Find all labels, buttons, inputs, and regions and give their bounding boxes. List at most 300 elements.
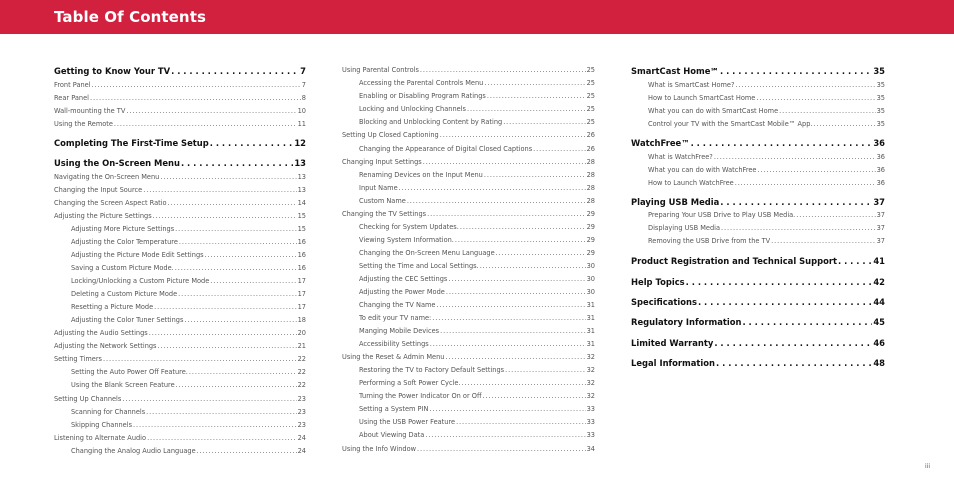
toc-entry-page: 30 bbox=[586, 262, 595, 270]
toc-entry-page: 41 bbox=[873, 256, 885, 266]
dot-leader bbox=[179, 237, 297, 247]
toc-entry-page: 18 bbox=[297, 316, 306, 324]
toc-entry-title: Product Registration and Technical Support bbox=[631, 256, 837, 266]
toc-entry[interactable] bbox=[54, 328, 306, 338]
toc-entry-page: 29 bbox=[586, 210, 595, 218]
toc-entry-title: Turning the Power Indicator On or Off bbox=[359, 392, 482, 400]
toc-entry[interactable] bbox=[342, 444, 595, 454]
toc-entry-title: How to Launch WatchFree bbox=[648, 179, 734, 187]
toc-entry-title: Adjusting the Picture Mode Edit Settings bbox=[71, 251, 204, 259]
toc-entry-title: Locking/Unlocking a Custom Picture Mode bbox=[71, 277, 210, 285]
dot-leader bbox=[448, 274, 585, 284]
toc-entry-title: Adjusting the Audio Settings bbox=[54, 329, 148, 337]
toc-entry[interactable] bbox=[54, 315, 306, 325]
dot-leader bbox=[487, 91, 586, 101]
toc-entry[interactable] bbox=[342, 378, 595, 388]
toc-entry-title: Setting a System PIN bbox=[359, 405, 429, 413]
toc-entry[interactable] bbox=[342, 326, 595, 336]
toc-entry-page: 7 bbox=[301, 81, 306, 89]
toc-entry-page: 35 bbox=[876, 120, 885, 128]
toc-entry-page: 13 bbox=[297, 186, 306, 194]
toc-entry[interactable] bbox=[342, 65, 595, 75]
dot-leader bbox=[484, 170, 586, 180]
toc-entry-page: 28 bbox=[586, 158, 595, 166]
toc-entry-title: Specifications bbox=[631, 297, 697, 307]
toc-entry-title: Setting Up Closed Captioning bbox=[342, 131, 439, 139]
toc-entry-title: Setting Timers bbox=[54, 355, 102, 363]
toc-entry-title: Control your TV with the SmartCast Mobile™ App. bbox=[648, 120, 813, 128]
toc-entry-title: WatchFree™ bbox=[631, 138, 690, 148]
toc-entry-page: 25 bbox=[586, 92, 595, 100]
toc-entry-page: 30 bbox=[586, 275, 595, 283]
toc-entry-page: 36 bbox=[873, 138, 885, 148]
toc-entry-title: How to Launch SmartCast Home bbox=[648, 94, 756, 102]
toc-entry-page: 22 bbox=[297, 368, 306, 376]
toc-entry-page: 26 bbox=[586, 131, 595, 139]
toc-heading[interactable] bbox=[631, 296, 885, 308]
toc-entry[interactable] bbox=[54, 407, 306, 417]
dot-leader bbox=[714, 152, 876, 162]
toc-entry[interactable] bbox=[54, 276, 306, 286]
dot-leader bbox=[686, 276, 873, 288]
dot-leader bbox=[425, 430, 585, 440]
toc-entry-page: 24 bbox=[297, 447, 306, 455]
toc-entry-page: 45 bbox=[873, 317, 885, 327]
toc-entry-title: Navigating the On-Screen Menu bbox=[54, 173, 160, 181]
toc-entry[interactable] bbox=[54, 172, 306, 182]
toc-entry-title: Listening to Alternate Audio bbox=[54, 434, 147, 442]
toc-entry[interactable] bbox=[342, 404, 595, 414]
toc-entry-page: 25 bbox=[586, 79, 595, 87]
toc-entry[interactable] bbox=[54, 302, 306, 312]
toc-entry-title: Input Name bbox=[359, 184, 398, 192]
toc-entry-title: Checking for System Updates. bbox=[359, 223, 459, 231]
toc-entry-title: Renaming Devices on the Input Menu bbox=[359, 171, 483, 179]
toc-heading[interactable] bbox=[54, 137, 306, 149]
toc-entry-title: Deleting a Custom Picture Mode bbox=[71, 290, 178, 298]
toc-entry[interactable] bbox=[631, 152, 885, 162]
dot-leader bbox=[423, 157, 586, 167]
toc-heading[interactable] bbox=[54, 157, 306, 169]
dot-leader bbox=[735, 178, 876, 188]
toc-entry[interactable] bbox=[342, 430, 595, 440]
dot-leader bbox=[178, 289, 296, 299]
toc-entry-title: Changing Input Settings bbox=[342, 158, 422, 166]
toc-entry-title: Restoring the TV to Factory Default Settings bbox=[359, 366, 505, 374]
dot-leader bbox=[154, 302, 296, 312]
toc-entry-title: Accessing the Parental Controls Menu bbox=[359, 79, 484, 87]
toc-entry[interactable] bbox=[54, 250, 306, 260]
toc-entry-page: 20 bbox=[297, 329, 306, 337]
toc-entry-page: 33 bbox=[586, 418, 595, 426]
toc-entry-page: 37 bbox=[873, 197, 885, 207]
toc-entry[interactable] bbox=[342, 183, 595, 193]
toc-entry-title: Enabling or Disabling Program Ratings bbox=[359, 92, 486, 100]
toc-entry[interactable] bbox=[342, 222, 595, 232]
toc-entry[interactable] bbox=[54, 446, 306, 456]
toc-entry-title: Custom Name bbox=[359, 197, 406, 205]
toc-entry[interactable] bbox=[342, 313, 595, 323]
dot-leader bbox=[691, 137, 873, 149]
toc-entry-title: Regulatory Information bbox=[631, 317, 742, 327]
dot-leader bbox=[197, 446, 297, 456]
toc-entry-page: 29 bbox=[586, 249, 595, 257]
dot-leader bbox=[714, 337, 872, 349]
toc-entry-title: Using the Remote bbox=[54, 120, 113, 128]
toc-entry[interactable] bbox=[342, 91, 595, 101]
toc-entry-title: Viewing System Information. bbox=[359, 236, 454, 244]
toc-entry[interactable] bbox=[54, 185, 306, 195]
toc-entry-page: 32 bbox=[586, 366, 595, 374]
dot-leader bbox=[716, 357, 872, 369]
dot-leader bbox=[205, 250, 297, 260]
dot-leader bbox=[399, 183, 586, 193]
toc-entry-title: What you can do with WatchFree bbox=[648, 166, 757, 174]
toc-entry-page: 33 bbox=[586, 405, 595, 413]
toc-entry-title: Playing USB Media bbox=[631, 197, 720, 207]
toc-entry-page: 23 bbox=[297, 408, 306, 416]
dot-leader bbox=[175, 263, 297, 273]
toc-entry-page: 17 bbox=[297, 303, 306, 311]
dot-leader bbox=[483, 391, 586, 401]
toc-entry-title: Saving a Custom Picture Mode. bbox=[71, 264, 174, 272]
toc-entry[interactable] bbox=[54, 433, 306, 443]
toc-entry-page: 25 bbox=[586, 105, 595, 113]
toc-entry[interactable] bbox=[342, 209, 595, 219]
toc-entry-page: 17 bbox=[297, 290, 306, 298]
dot-leader bbox=[114, 119, 297, 129]
toc-entry[interactable] bbox=[54, 119, 306, 129]
toc-entry-title: Locking and Unlocking Channels bbox=[359, 105, 466, 113]
toc-entry[interactable] bbox=[342, 365, 595, 375]
dot-leader bbox=[146, 407, 296, 417]
toc-entry[interactable] bbox=[342, 117, 595, 127]
toc-entry[interactable] bbox=[54, 367, 306, 377]
toc-entry-title: Adjusting the Power Mode bbox=[359, 288, 445, 296]
toc-entry-page: 34 bbox=[586, 445, 595, 453]
toc-entry-page: 35 bbox=[876, 107, 885, 115]
dot-leader bbox=[758, 165, 876, 175]
dot-leader bbox=[462, 378, 586, 388]
dot-leader bbox=[445, 352, 585, 362]
toc-entry-page: 35 bbox=[873, 66, 885, 76]
dot-leader bbox=[210, 276, 296, 286]
toc-entry-page: 14 bbox=[297, 199, 306, 207]
toc-entry-page: 36 bbox=[876, 153, 885, 161]
dot-leader bbox=[838, 255, 872, 267]
toc-heading[interactable] bbox=[631, 196, 885, 208]
dot-leader bbox=[456, 417, 586, 427]
dot-leader bbox=[160, 172, 296, 182]
page-number: iii bbox=[925, 463, 931, 470]
toc-entry[interactable] bbox=[631, 119, 885, 129]
toc-entry-title: Adjusting the Color Tuner Settings bbox=[71, 316, 184, 324]
toc-entry[interactable] bbox=[342, 248, 595, 258]
toc-entry[interactable] bbox=[631, 178, 885, 188]
toc-entry-page: 12 bbox=[294, 138, 306, 148]
toc-entry-page: 16 bbox=[297, 238, 306, 246]
toc-entry-title: Changing the Input Source bbox=[54, 186, 143, 194]
toc-entry-page: 35 bbox=[876, 81, 885, 89]
toc-entry-page: 37 bbox=[876, 211, 885, 219]
toc-entry[interactable] bbox=[342, 157, 595, 167]
toc-entry[interactable] bbox=[342, 130, 595, 140]
dot-leader bbox=[149, 328, 297, 338]
toc-entry-page: 8 bbox=[301, 94, 306, 102]
toc-entry[interactable] bbox=[342, 170, 595, 180]
toc-entry-page: 33 bbox=[586, 431, 595, 439]
toc-entry-title: Changing the Screen Aspect Ratio bbox=[54, 199, 167, 207]
toc-entry-page: 10 bbox=[297, 107, 306, 115]
dot-leader bbox=[171, 65, 299, 77]
toc-entry-page: 22 bbox=[297, 355, 306, 363]
toc-entry[interactable] bbox=[54, 354, 306, 364]
toc-entry-page: 15 bbox=[297, 212, 306, 220]
dot-leader bbox=[189, 367, 297, 377]
toc-entry[interactable] bbox=[54, 341, 306, 351]
toc-entry-title: To edit your TV name: bbox=[359, 314, 432, 322]
toc-entry-title: Adjusting the Picture Settings bbox=[54, 212, 152, 220]
toc-entry-page: 31 bbox=[586, 301, 595, 309]
toc-entry-title: About Viewing Data bbox=[359, 431, 425, 439]
dot-leader bbox=[158, 341, 297, 351]
page-title: Table Of Contents bbox=[54, 8, 207, 26]
toc-entry-page: 35 bbox=[876, 94, 885, 102]
dot-leader bbox=[505, 365, 586, 375]
toc-entry-page: 17 bbox=[297, 277, 306, 285]
toc-entry[interactable] bbox=[342, 261, 595, 271]
dot-leader bbox=[440, 130, 586, 140]
toc-entry-title: Using the USB Power Feature bbox=[359, 418, 456, 426]
dot-leader bbox=[437, 300, 586, 310]
dot-leader bbox=[143, 185, 296, 195]
toc-entry-page: 32 bbox=[586, 353, 595, 361]
toc-entry-page: 31 bbox=[586, 314, 595, 322]
toc-entry-title: What is WatchFree? bbox=[648, 153, 713, 161]
toc-entry[interactable] bbox=[631, 223, 885, 233]
toc-entry-page: 24 bbox=[297, 434, 306, 442]
toc-entry-title: Completing The First-Time Setup bbox=[54, 138, 209, 148]
toc-entry-page: 44 bbox=[873, 297, 885, 307]
dot-leader bbox=[430, 339, 586, 349]
toc-entry-title: Setting the Time and Local Settings. bbox=[359, 262, 479, 270]
toc-entry-title: Scanning for Channels bbox=[71, 408, 146, 416]
toc-entry-title: Rear Panel bbox=[54, 94, 89, 102]
toc-entry-page: 42 bbox=[873, 277, 885, 287]
toc-entry-page: 32 bbox=[586, 392, 595, 400]
toc-entry[interactable] bbox=[54, 380, 306, 390]
toc-entry[interactable] bbox=[54, 263, 306, 273]
toc-entry-page: 26 bbox=[586, 145, 595, 153]
toc-entry[interactable] bbox=[342, 417, 595, 427]
toc-heading[interactable] bbox=[54, 65, 306, 77]
toc-entry-title: Setting Up Channels bbox=[54, 395, 122, 403]
dot-leader bbox=[153, 211, 297, 221]
toc-entry-title: Removing the USB Drive from the TV bbox=[648, 237, 771, 245]
toc-entry[interactable] bbox=[631, 106, 885, 116]
toc-entry-title: Setting the Auto Power Off Feature. bbox=[71, 368, 188, 376]
toc-entry-page: 23 bbox=[297, 421, 306, 429]
toc-entry-title: Accessibility Settings bbox=[359, 340, 429, 348]
toc-entry[interactable] bbox=[631, 93, 885, 103]
toc-entry-page: 37 bbox=[876, 224, 885, 232]
toc-entry[interactable] bbox=[54, 93, 306, 103]
toc-entry-title: Adjusting the Color Temperature bbox=[71, 238, 178, 246]
toc-entry-title: Help Topics bbox=[631, 277, 685, 287]
toc-entry-title: What is SmartCast Home? bbox=[648, 81, 735, 89]
dot-leader bbox=[175, 224, 296, 234]
toc-entry-title: Front Panel bbox=[54, 81, 91, 89]
toc-heading[interactable] bbox=[631, 316, 885, 328]
toc-entry[interactable] bbox=[631, 165, 885, 175]
dot-leader bbox=[756, 93, 875, 103]
toc-entry-title: Performing a Soft Power Cycle. bbox=[359, 379, 461, 387]
dot-leader bbox=[503, 117, 585, 127]
toc-heading[interactable] bbox=[631, 357, 885, 369]
toc-entry[interactable] bbox=[342, 196, 595, 206]
toc-entry-title: Skipping Channels bbox=[71, 421, 133, 429]
toc-entry[interactable] bbox=[342, 352, 595, 362]
dot-leader bbox=[796, 210, 875, 220]
dot-leader bbox=[460, 222, 586, 232]
dot-leader bbox=[407, 196, 586, 206]
toc-entry-page: 46 bbox=[873, 338, 885, 348]
dot-leader bbox=[496, 248, 586, 258]
dot-leader bbox=[427, 209, 586, 219]
toc-entry-title: Adjusting the Network Settings bbox=[54, 342, 157, 350]
toc-entry-page: 16 bbox=[297, 264, 306, 272]
dot-leader bbox=[122, 394, 296, 404]
toc-entry-title: Using the Blank Screen Feature bbox=[71, 381, 175, 389]
dot-leader bbox=[432, 313, 585, 323]
toc-entry-page: 31 bbox=[586, 340, 595, 348]
toc-entry[interactable] bbox=[342, 339, 595, 349]
toc-entry[interactable] bbox=[631, 210, 885, 220]
toc-entry-page: 29 bbox=[586, 223, 595, 231]
dot-leader bbox=[720, 65, 872, 77]
toc-entry-title: Changing the Appearance of Digital Closed Captions bbox=[359, 145, 533, 153]
dot-leader bbox=[90, 93, 301, 103]
toc-entry[interactable] bbox=[54, 224, 306, 234]
dot-leader bbox=[533, 144, 585, 154]
dot-leader bbox=[184, 315, 296, 325]
toc-entry-title: Limited Warranty bbox=[631, 338, 714, 348]
toc-entry[interactable] bbox=[342, 235, 595, 245]
dot-leader bbox=[417, 444, 586, 454]
toc-heading[interactable] bbox=[631, 276, 885, 288]
dot-leader bbox=[176, 380, 297, 390]
dot-leader bbox=[484, 78, 585, 88]
toc-entry-title: Using the Reset & Admin Menu bbox=[342, 353, 445, 361]
toc-entry-page: 13 bbox=[294, 158, 306, 168]
toc-entry[interactable] bbox=[54, 420, 306, 430]
toc-entry-title: Resetting a Picture Mode bbox=[71, 303, 154, 311]
dot-leader bbox=[814, 119, 876, 129]
toc-entry-page: 28 bbox=[586, 184, 595, 192]
toc-entry-page: 28 bbox=[586, 197, 595, 205]
toc-entry[interactable] bbox=[631, 80, 885, 90]
dot-leader bbox=[742, 316, 872, 328]
toc-entry-title: Using the On-Screen Menu bbox=[54, 158, 180, 168]
toc-heading[interactable] bbox=[631, 65, 885, 77]
toc-entry-page: 22 bbox=[297, 381, 306, 389]
toc-entry-page: 21 bbox=[297, 342, 306, 350]
toc-entry[interactable] bbox=[54, 211, 306, 221]
dot-leader bbox=[210, 137, 294, 149]
dot-leader bbox=[181, 157, 293, 169]
dot-leader bbox=[429, 404, 585, 414]
toc-entry[interactable] bbox=[342, 391, 595, 401]
dot-leader bbox=[455, 235, 586, 245]
header-bar bbox=[0, 0, 954, 34]
toc-entry-page: 31 bbox=[586, 327, 595, 335]
dot-leader bbox=[480, 261, 586, 271]
toc-entry[interactable] bbox=[342, 144, 595, 154]
toc-entry-title: Using Parental Controls bbox=[342, 66, 419, 74]
dot-leader bbox=[720, 196, 872, 208]
toc-entry-page: 36 bbox=[876, 179, 885, 187]
toc-entry-page: 29 bbox=[586, 236, 595, 244]
toc-entry-page: 11 bbox=[297, 120, 306, 128]
toc-entry[interactable] bbox=[342, 104, 595, 114]
toc-entry-page: 36 bbox=[876, 166, 885, 174]
toc-entry-title: Using the Info Window bbox=[342, 445, 417, 453]
toc-entry-page: 32 bbox=[586, 379, 595, 387]
toc-heading[interactable] bbox=[631, 255, 885, 267]
toc-entry-page: 28 bbox=[586, 171, 595, 179]
toc-entry-title: Displaying USB Media bbox=[648, 224, 721, 232]
toc-entry[interactable] bbox=[54, 198, 306, 208]
dot-leader bbox=[103, 354, 297, 364]
toc-entry-title: Blocking and Unblocking Content by Rating bbox=[359, 118, 503, 126]
dot-leader bbox=[133, 420, 297, 430]
toc-entry[interactable] bbox=[54, 237, 306, 247]
toc-heading[interactable] bbox=[631, 137, 885, 149]
toc-entry-title: SmartCast Home℠ bbox=[631, 66, 719, 76]
toc-entry-title: Changing the Analog Audio Language bbox=[71, 447, 196, 455]
dot-leader bbox=[440, 326, 586, 336]
dot-leader bbox=[92, 80, 301, 90]
toc-entry-title: Legal Information bbox=[631, 358, 716, 368]
toc-entry-page: 23 bbox=[297, 395, 306, 403]
toc-entry-title: Preparing Your USB Drive to Play USB Media. bbox=[648, 211, 796, 219]
toc-entry[interactable] bbox=[54, 394, 306, 404]
toc-entry[interactable] bbox=[631, 236, 885, 246]
toc-entry-page: 7 bbox=[300, 66, 306, 76]
dot-leader bbox=[779, 106, 875, 116]
toc-entry[interactable] bbox=[54, 80, 306, 90]
toc-entry[interactable] bbox=[54, 106, 306, 116]
toc-entry-title: Adjusting the CEC Settings bbox=[359, 275, 448, 283]
toc-entry-title: Getting to Know Your TV bbox=[54, 66, 171, 76]
dot-leader bbox=[168, 198, 297, 208]
dot-leader bbox=[698, 296, 872, 308]
toc-entry[interactable] bbox=[342, 274, 595, 284]
toc-entry-title: Wall-mounting the TV bbox=[54, 107, 126, 115]
toc-entry-page: 25 bbox=[586, 66, 595, 74]
toc-entry[interactable] bbox=[54, 289, 306, 299]
toc-entry[interactable] bbox=[342, 300, 595, 310]
toc-entry-title: Manging Mobile Devices bbox=[359, 327, 440, 335]
toc-entry-title: What you can do with SmartCast Home bbox=[648, 107, 779, 115]
dot-leader bbox=[147, 433, 297, 443]
toc-heading[interactable] bbox=[631, 337, 885, 349]
toc-entry-page: 37 bbox=[876, 237, 885, 245]
toc-entry[interactable] bbox=[342, 78, 595, 88]
toc-entry-page: 48 bbox=[873, 358, 885, 368]
toc-entry[interactable] bbox=[342, 287, 595, 297]
toc-entry-title: Changing the On-Screen Menu Language bbox=[359, 249, 495, 257]
